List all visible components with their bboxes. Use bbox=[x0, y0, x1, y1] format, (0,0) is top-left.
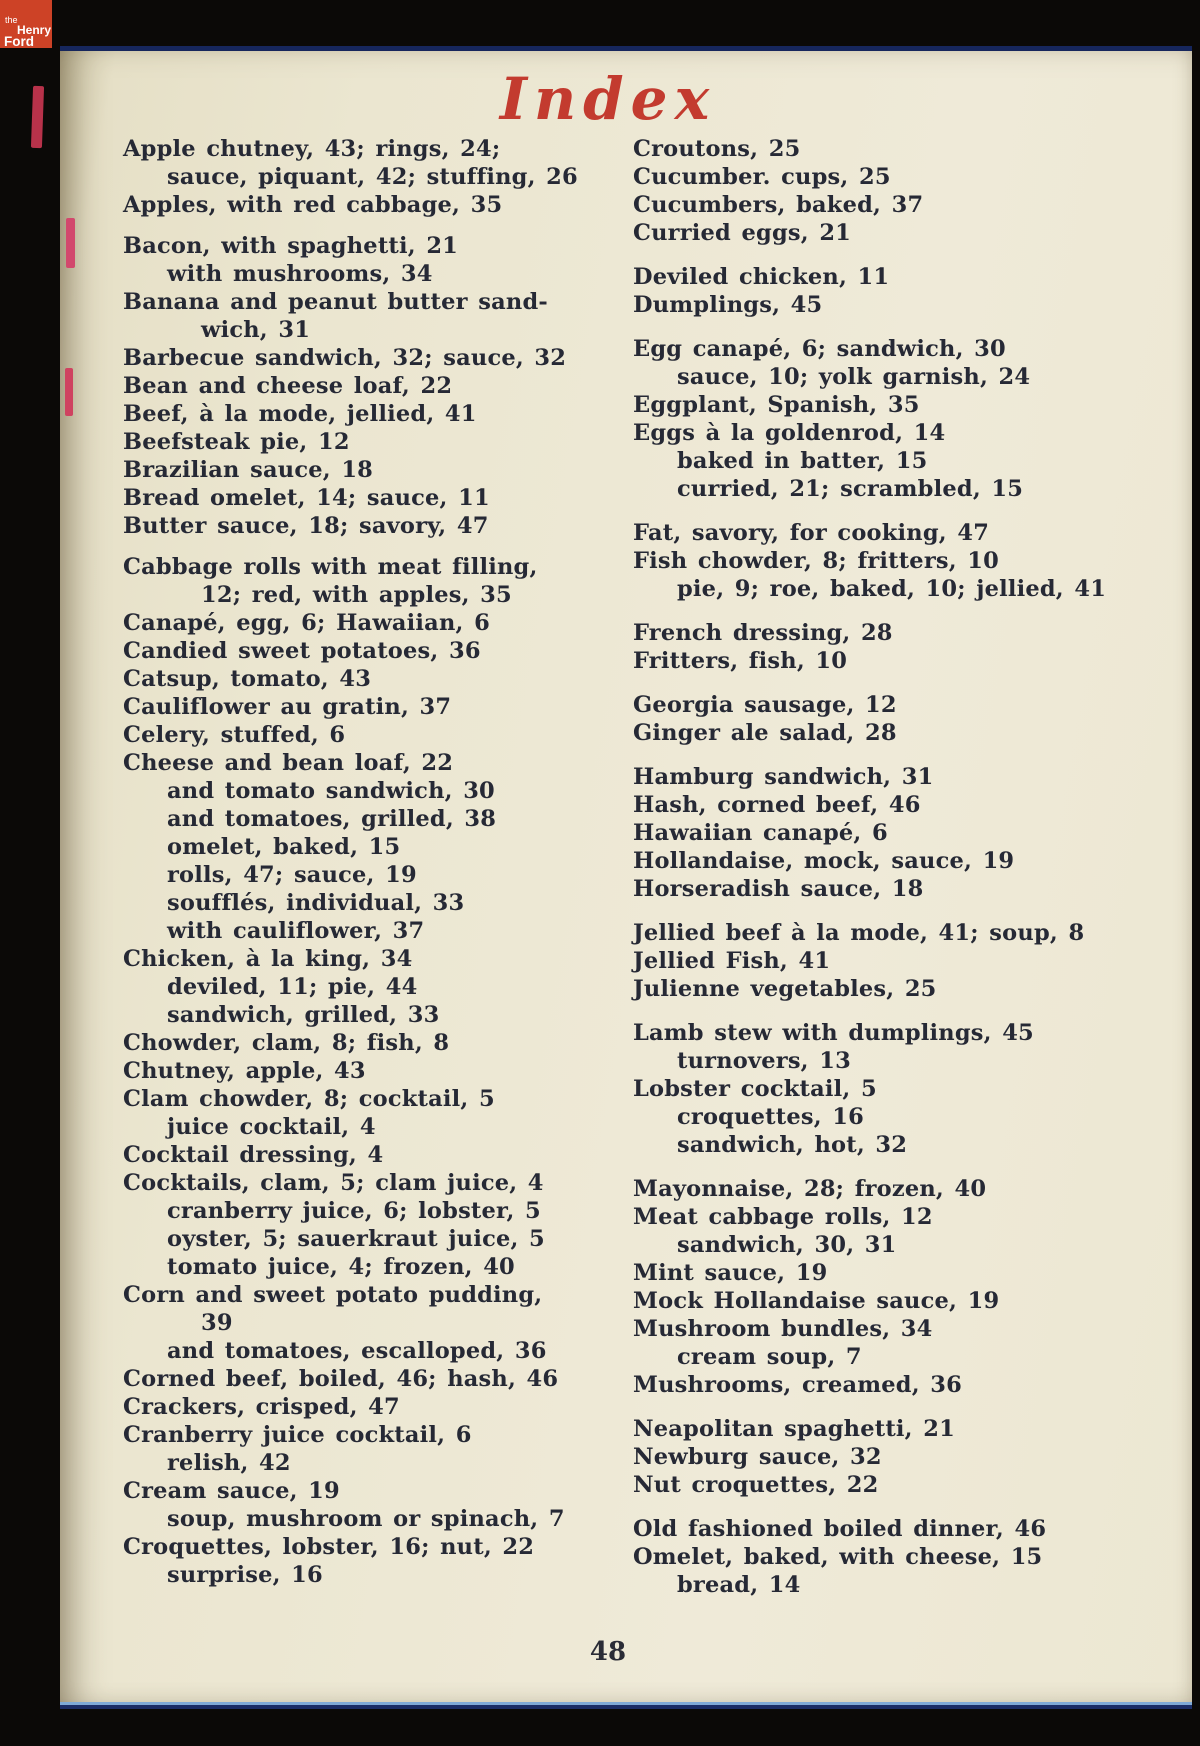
index-entry: curried, 21; scrambled, 15 bbox=[677, 476, 1024, 502]
index-entry: Cucumber. cups, 25 bbox=[633, 164, 891, 190]
index-entry: juice cocktail, 4 bbox=[167, 1114, 376, 1140]
index-entry: French dressing, 28 bbox=[633, 620, 893, 646]
logo-text-ford: Ford bbox=[4, 34, 34, 49]
index-entry: Corned beef, boiled, 46; hash, 46 bbox=[123, 1366, 559, 1392]
index-group bbox=[123, 232, 601, 540]
index-entry: croquettes, 16 bbox=[677, 1104, 865, 1130]
index-entry: Cream sauce, 19 bbox=[123, 1478, 340, 1504]
index-group bbox=[633, 619, 1133, 675]
index-entry: sandwich, hot, 32 bbox=[677, 1132, 908, 1158]
index-entry: Jellied Fish, 41 bbox=[633, 948, 831, 974]
page-bottom-edge bbox=[60, 1702, 1192, 1709]
index-entry: Ginger ale salad, 28 bbox=[633, 720, 897, 746]
index-entry: Hash, corned beef, 46 bbox=[633, 792, 921, 818]
index-entry: Beef, à la mode, jellied, 41 bbox=[123, 401, 477, 427]
index-entry: bread, 14 bbox=[677, 1572, 801, 1598]
index-entry: Deviled chicken, 11 bbox=[633, 264, 890, 290]
index-entry: Chutney, apple, 43 bbox=[123, 1058, 366, 1084]
index-group bbox=[633, 691, 1133, 747]
index-entry: pie, 9; roe, baked, 10; jellied, 41 bbox=[677, 576, 1107, 602]
index-entry: Chicken, à la king, 34 bbox=[123, 946, 413, 972]
index-entry: Eggs à la goldenrod, 14 bbox=[633, 420, 946, 446]
index-entry: Brazilian sauce, 18 bbox=[123, 457, 374, 483]
index-group bbox=[633, 335, 1133, 503]
index-entry: Apples, with red cabbage, 35 bbox=[123, 192, 503, 218]
index-group bbox=[633, 919, 1133, 1003]
book-page bbox=[60, 46, 1192, 1709]
index-entry: Hawaiian canapé, 6 bbox=[633, 820, 888, 846]
index-entry: Egg canapé, 6; sandwich, 30 bbox=[633, 336, 1006, 362]
index-entry: Banana and peanut butter sand- bbox=[123, 289, 548, 315]
index-entry: Cauliflower au gratin, 37 bbox=[123, 694, 452, 720]
index-entry: Apple chutney, 43; rings, 24; bbox=[123, 136, 501, 162]
red-page-edge-mark bbox=[65, 368, 73, 416]
index-entry: rolls, 47; sauce, 19 bbox=[167, 862, 417, 888]
index-group bbox=[633, 1515, 1133, 1599]
henry-ford-logo bbox=[0, 0, 52, 48]
index-entry: Fat, savory, for cooking, 47 bbox=[633, 520, 990, 546]
index-entry: Mushrooms, creamed, 36 bbox=[633, 1372, 962, 1398]
index-group bbox=[633, 519, 1133, 603]
index-entry: Fritters, fish, 10 bbox=[633, 648, 848, 674]
index-group bbox=[633, 1415, 1133, 1499]
index-entry: 39 bbox=[201, 1310, 233, 1336]
index-entry: Mushroom bundles, 34 bbox=[633, 1316, 933, 1342]
index-entry: Hollandaise, mock, sauce, 19 bbox=[633, 848, 1015, 874]
index-entry: Cucumbers, baked, 37 bbox=[633, 192, 924, 218]
index-entry: Cabbage rolls with meat filling, bbox=[123, 554, 538, 580]
index-entry: sauce, 10; yolk garnish, 24 bbox=[677, 364, 1031, 390]
index-entry: Newburg sauce, 32 bbox=[633, 1444, 882, 1470]
index-entry: sandwich, 30, 31 bbox=[677, 1232, 897, 1258]
index-entry: Julienne vegetables, 25 bbox=[633, 976, 937, 1002]
index-entry: Lobster cocktail, 5 bbox=[633, 1076, 877, 1102]
red-ribbon-mark bbox=[31, 86, 44, 148]
index-group bbox=[633, 1019, 1133, 1159]
index-entry: sandwich, grilled, 33 bbox=[167, 1002, 440, 1028]
index-entry: Bean and cheese loaf, 22 bbox=[123, 373, 453, 399]
index-entry: Georgia sausage, 12 bbox=[633, 692, 897, 718]
index-entry: Chowder, clam, 8; fish, 8 bbox=[123, 1030, 450, 1056]
index-entry: omelet, baked, 15 bbox=[167, 834, 401, 860]
index-entry: Old fashioned boiled dinner, 46 bbox=[633, 1516, 1047, 1542]
index-entry: and tomatoes, grilled, 38 bbox=[167, 806, 497, 832]
index-entry: Eggplant, Spanish, 35 bbox=[633, 392, 920, 418]
logo-text-henry: Henry bbox=[17, 23, 52, 37]
index-entry: Hamburg sandwich, 31 bbox=[633, 764, 934, 790]
index-entry: surprise, 16 bbox=[167, 1562, 323, 1588]
index-entry: Nut croquettes, 22 bbox=[633, 1472, 879, 1498]
index-entry: Mayonnaise, 28; frozen, 40 bbox=[633, 1176, 987, 1202]
index-entry: oyster, 5; sauerkraut juice, 5 bbox=[167, 1226, 545, 1252]
index-entry: with cauliflower, 37 bbox=[167, 918, 425, 944]
index-entry: Celery, stuffed, 6 bbox=[123, 722, 346, 748]
index-entry: Bread omelet, 14; sauce, 11 bbox=[123, 485, 490, 511]
index-group bbox=[633, 1175, 1133, 1399]
index-entry: cranberry juice, 6; lobster, 5 bbox=[167, 1198, 541, 1224]
index-entry: deviled, 11; pie, 44 bbox=[167, 974, 418, 1000]
index-entry: Bacon, with spaghetti, 21 bbox=[123, 233, 459, 259]
index-entry: sauce, piquant, 42; stuffing, 26 bbox=[167, 164, 578, 190]
index-group bbox=[633, 763, 1133, 903]
index-entry: Dumplings, 45 bbox=[633, 292, 823, 318]
page-number: 48 bbox=[589, 1637, 627, 1667]
index-entry: Candied sweet potatoes, 36 bbox=[123, 638, 481, 664]
index-entry: 12; red, with apples, 35 bbox=[201, 582, 512, 608]
index-entry: Crackers, crisped, 47 bbox=[123, 1394, 400, 1420]
index-entry: Mock Hollandaise sauce, 19 bbox=[633, 1288, 1000, 1314]
index-entry: Fish chowder, 8; fritters, 10 bbox=[633, 548, 1000, 574]
page-title: Index bbox=[499, 65, 717, 133]
index-entry: Catsup, tomato, 43 bbox=[123, 666, 372, 692]
index-entry: Cocktail dressing, 4 bbox=[123, 1142, 384, 1168]
index-entry: and tomato sandwich, 30 bbox=[167, 778, 495, 804]
index-column-left bbox=[123, 135, 601, 1589]
index-entry: Clam chowder, 8; cocktail, 5 bbox=[123, 1086, 495, 1112]
index-entry: Mint sauce, 19 bbox=[633, 1260, 828, 1286]
index-group bbox=[633, 263, 1133, 319]
index-entry: Beefsteak pie, 12 bbox=[123, 429, 350, 455]
index-entry: baked in batter, 15 bbox=[677, 448, 928, 474]
index-entry: Cheese and bean loaf, 22 bbox=[123, 750, 454, 776]
index-entry: soup, mushroom or spinach, 7 bbox=[167, 1506, 565, 1532]
red-page-edge-mark bbox=[66, 218, 75, 268]
index-entry: Corn and sweet potato pudding, bbox=[123, 1282, 543, 1308]
index-group bbox=[633, 135, 1133, 247]
index-group bbox=[123, 135, 601, 219]
index-entry: soufflés, individual, 33 bbox=[167, 890, 465, 916]
index-entry: Meat cabbage rolls, 12 bbox=[633, 1204, 933, 1230]
index-group bbox=[123, 553, 601, 1589]
index-entry: Cocktails, clam, 5; clam juice, 4 bbox=[123, 1170, 544, 1196]
index-entry: relish, 42 bbox=[167, 1450, 291, 1476]
index-entry: Barbecue sandwich, 32; sauce, 32 bbox=[123, 345, 567, 371]
index-entry: and tomatoes, escalloped, 36 bbox=[167, 1338, 547, 1364]
index-entry: Neapolitan spaghetti, 21 bbox=[633, 1416, 955, 1442]
logo-text-the: the bbox=[5, 15, 18, 25]
index-entry: Lamb stew with dumplings, 45 bbox=[633, 1020, 1034, 1046]
index-entry: Croutons, 25 bbox=[633, 136, 801, 162]
index-entry: tomato juice, 4; frozen, 40 bbox=[167, 1254, 515, 1280]
index-entry: with mushrooms, 34 bbox=[167, 261, 433, 287]
index-entry: Butter sauce, 18; savory, 47 bbox=[123, 513, 489, 539]
index-entry: Cranberry juice cocktail, 6 bbox=[123, 1422, 472, 1448]
index-column-right bbox=[633, 135, 1133, 1599]
index-entry: Canapé, egg, 6; Hawaiian, 6 bbox=[123, 610, 490, 636]
index-entry: Horseradish sauce, 18 bbox=[633, 876, 924, 902]
index-entry: Curried eggs, 21 bbox=[633, 220, 852, 246]
index-entry: Omelet, baked, with cheese, 15 bbox=[633, 1544, 1043, 1570]
index-entry: Jellied beef à la mode, 41; soup, 8 bbox=[633, 920, 1085, 946]
index-entry: wich, 31 bbox=[201, 317, 311, 343]
index-entry: cream soup, 7 bbox=[677, 1344, 862, 1370]
index-entry: turnovers, 13 bbox=[677, 1048, 851, 1074]
index-entry: Croquettes, lobster, 16; nut, 22 bbox=[123, 1534, 535, 1560]
